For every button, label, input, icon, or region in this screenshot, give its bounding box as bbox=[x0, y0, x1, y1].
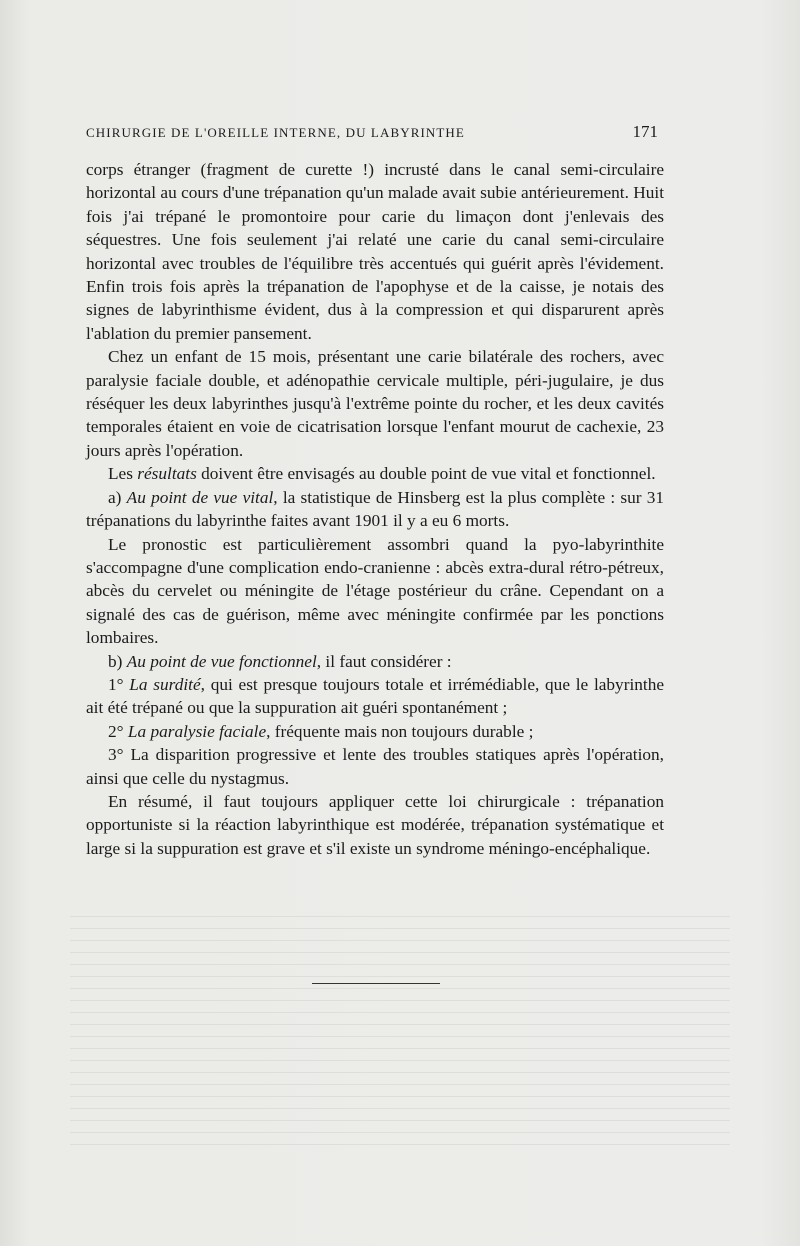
show-through-text bbox=[70, 915, 730, 1145]
body-text bbox=[86, 158, 664, 860]
paragraph: 3° La disparition progressive et lente des troubles statiques après l'opération, ainsi que celle du nystagmus. bbox=[86, 745, 664, 788]
section-end-rule bbox=[312, 983, 440, 984]
emphasis: La surdité bbox=[129, 674, 201, 694]
paragraph: b) Au point de vue fonctionnel, il faut considérer : bbox=[108, 651, 452, 671]
paragraph: Les résultats doivent être envisagés au double point de vue vital et fonctionnel. bbox=[108, 464, 656, 484]
running-title: CHIRURGIE DE L'OREILLE INTERNE, DU LABYRINTHE bbox=[86, 125, 465, 140]
emphasis: Au point de vue fonctionnel bbox=[126, 651, 317, 671]
emphasis: résultats bbox=[137, 464, 197, 484]
paragraph: 1° La surdité, qui est presque toujours totale et irrémédiable, que le labyrinthe ait été trépané ou que la suppuration ait guéri spontanément ; bbox=[86, 674, 665, 718]
emphasis: Au point de vue vital bbox=[126, 487, 274, 507]
page-number: 171 bbox=[632, 122, 658, 141]
paragraph: a) Au point de vue vital, la statistique de Hinsberg est la plus complète : sur 31 trépanations du labyrinthe faites avant 1901 il y a eu 6 morts. bbox=[86, 487, 665, 531]
paragraph: En résumé, il faut toujours appliquer cette loi chirurgicale : trépanation opportuniste si la réaction labyrinthique est modérée, trépanation systématique et large si la suppuration est grave et s'il existe un syndrome méningo-encéphalique. bbox=[86, 791, 664, 858]
paragraph: 2° La paralysie faciale, fréquente mais non toujours durable ; bbox=[108, 721, 534, 741]
paragraph: Chez un enfant de 15 mois, présentant une carie bilatérale des rochers, avec paralysie faciale double, et adénopathie cervicale multiple, péri-jugulaire, je dus réséquer les deux labyrinthes jusqu'à l'extrême pointe du rocher, et les deux cavités temporales étaient en voie de cicatrisation lorsque l'enfant mourut de cachexie, 23 jours après l'opération. bbox=[86, 347, 664, 460]
paragraph: corps étranger (fragment de curette !) incrusté dans le canal semi-circulaire horizontal au cours d'une trépanation qu'un malade avait subie antérieurement. Huit fois j'ai trépané le promontoire pour carie du limaçon dont j'enlevais des séquestres. Une fois seulement j'ai relaté une carie du canal semi-circulaire horizontal avec troubles de l'équilibre très accentués qui guérit après l'évidement. Enfin trois fois après la trépanation de l'apophyse et de la caisse, je notais des signes de labyrinthisme évident, dus à la compression et qui disparurent après l'ablation du premier pansement. bbox=[86, 160, 664, 343]
running-header bbox=[86, 122, 658, 142]
emphasis: La paralysie faciale bbox=[127, 721, 267, 741]
paragraph: Le pronostic est particulièrement assombri quand la pyo-labyrinthite s'accompagne d'une complication endo-cranienne : abcès extra-dural rétro-pétreux, abcès du cervelet ou méningite de l'étage postérieur du crâne. Cependant on a signalé des cas de guérison, même avec méningite confirmée par les ponctions lombaires. bbox=[86, 534, 664, 648]
